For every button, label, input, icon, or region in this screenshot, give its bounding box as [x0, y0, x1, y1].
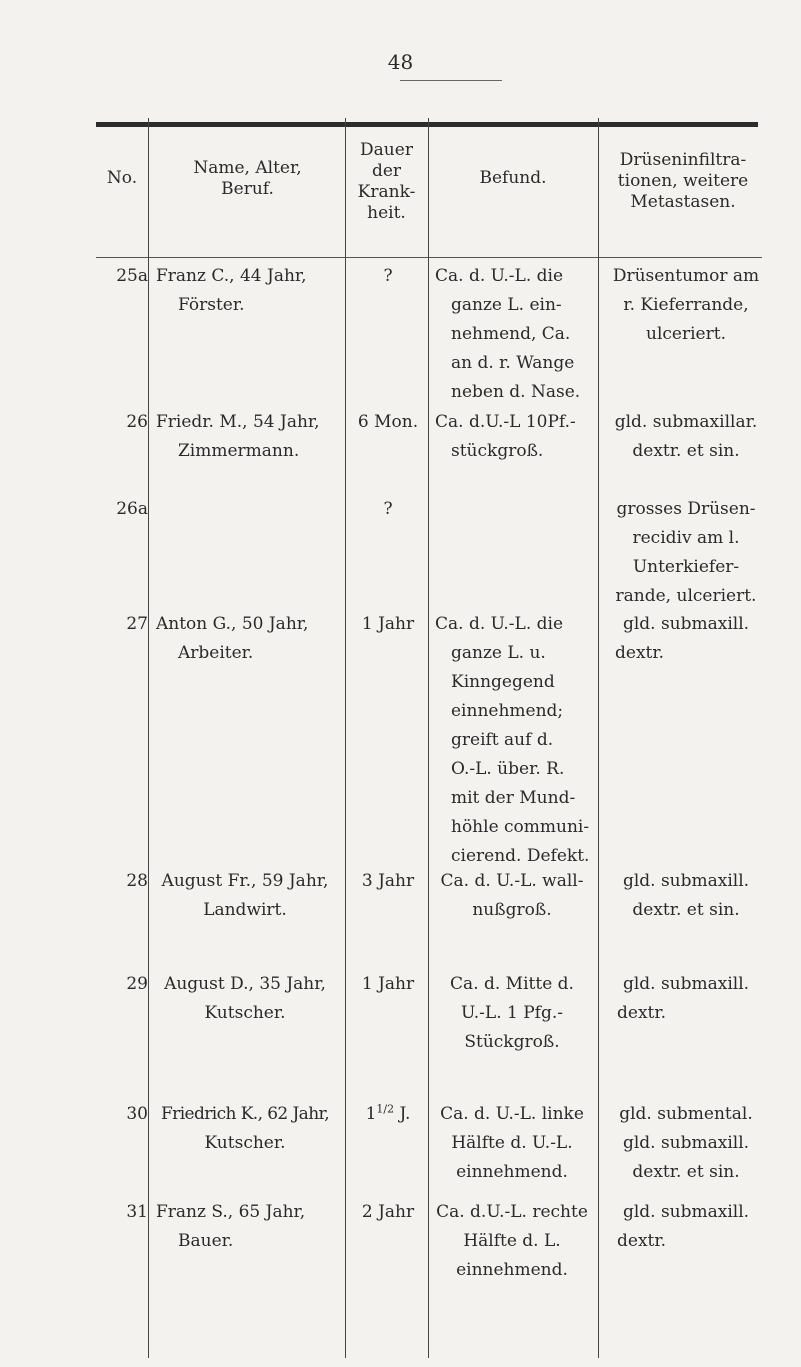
header-findings: Befund.: [479, 168, 547, 188]
gland-line: Drüsentumor am: [612, 266, 760, 286]
header-duration-line: heit.: [367, 203, 406, 223]
gland-line: gld. submaxillar.: [614, 412, 758, 432]
table-top-rule: [96, 122, 758, 127]
header-glands-line: Drüseninfiltra-: [619, 150, 747, 170]
header-duration: [345, 140, 428, 224]
duration-whole: 1: [365, 1104, 377, 1124]
gland-line: gld. submaxill.: [622, 1133, 750, 1153]
gland-line: gld. submaxill.: [622, 614, 750, 634]
occupation-line: Landwirt.: [203, 900, 287, 920]
findings-line: neben d. Nase.: [451, 382, 581, 402]
findings-line: Hälfte d. U.-L.: [451, 1133, 573, 1153]
gland-findings: [605, 408, 767, 466]
occupation-line: Arbeiter.: [178, 643, 254, 663]
header-duration-line: Krank-: [357, 182, 416, 202]
gland-line: dextr. et sin.: [632, 1162, 740, 1182]
header-glands-line: tionen, weitere: [617, 171, 749, 191]
findings-line: einnehmend;: [451, 701, 564, 721]
row-number: 27: [126, 614, 148, 634]
name-line: August Fr., 59 Jahr,: [161, 871, 329, 891]
findings-line: Ca. d. U.-L. wall-: [440, 871, 584, 891]
findings: [433, 610, 598, 871]
header-glands: [598, 150, 768, 213]
name-line: Friedrich K., 62 Jahr,: [160, 1104, 330, 1124]
gland-line: gld. submaxill.: [622, 871, 750, 891]
duration: 2 Jahr: [361, 1202, 415, 1222]
findings-line: an d. r. Wange: [451, 353, 575, 373]
findings-line: Kinngegend: [451, 672, 555, 692]
findings: [428, 867, 596, 925]
findings-line: Ca. d. U.-L. die: [435, 614, 564, 634]
name-line: Franz S., 65 Jahr,: [156, 1202, 306, 1222]
patient-name: [150, 867, 340, 925]
findings: [428, 1198, 596, 1285]
gland-line: dextr. et sin.: [632, 900, 740, 920]
row-number: 26a: [116, 499, 148, 519]
gland-line: ulceriert.: [646, 324, 726, 344]
name-line: Anton G., 50 Jahr,: [156, 614, 309, 634]
gland-findings: [605, 867, 767, 925]
duration: [348, 1100, 428, 1129]
findings-line: O.-L. über. R.: [451, 759, 565, 779]
findings-line: U.-L. 1 Pfg.-: [461, 1003, 563, 1023]
page-number-rule: [400, 80, 502, 81]
findings: [428, 1100, 596, 1187]
findings-line: Stückgroß.: [464, 1032, 560, 1052]
findings: [428, 970, 596, 1057]
name-line: Franz C., 44 Jahr,: [156, 266, 307, 286]
occupation-line: Kutscher.: [204, 1003, 286, 1023]
page-number: 48: [387, 50, 414, 74]
patient-name: [156, 1198, 341, 1256]
row-number: 25a: [116, 266, 148, 286]
header-glands-line: Metastasen.: [630, 192, 736, 212]
findings-line: mit der Mund-: [451, 788, 576, 808]
column-divider-2: [345, 118, 346, 1358]
name-line: Friedr. M., 54 Jahr,: [156, 412, 320, 432]
row-number: 29: [126, 974, 148, 994]
header-name-line: Beruf.: [221, 179, 274, 199]
findings-line: nehmend, Ca.: [451, 324, 571, 344]
findings-line: Ca. d.U.-L. rechte: [436, 1202, 588, 1222]
patient-name: [156, 408, 341, 466]
gland-findings: [605, 495, 767, 611]
findings-line: stückgroß.: [451, 441, 544, 461]
row-number: 26: [126, 412, 148, 432]
duration-fraction: 1/2: [376, 1102, 395, 1116]
duration: 1 Jahr: [361, 614, 415, 634]
findings-line: höhle communi-: [451, 817, 590, 837]
gland-line: gld. submental.: [619, 1104, 753, 1124]
row-number: 30: [126, 1104, 148, 1124]
gland-line: Unterkiefer-: [632, 557, 740, 577]
header-duration-line: der: [371, 161, 402, 181]
duration: ?: [383, 266, 393, 286]
duration: 6 Mon.: [357, 412, 419, 432]
header-duration-line: Dauer: [360, 140, 413, 160]
findings: [433, 262, 598, 407]
findings-line: cierend. Defekt.: [451, 846, 590, 866]
duration: 1 Jahr: [361, 974, 415, 994]
gland-line: recidiv am l.: [632, 528, 740, 548]
findings-line: Ca. d. U.-L. linke: [440, 1104, 584, 1124]
gland-line: rande, ulceriert.: [615, 586, 757, 606]
occupation-line: Bauer.: [178, 1231, 234, 1251]
findings-line: Ca. d. Mitte d.: [450, 974, 574, 994]
gland-findings: [605, 1100, 767, 1187]
column-divider-4: [598, 118, 599, 1358]
gland-findings: [605, 610, 767, 668]
duration: 3 Jahr: [361, 871, 415, 891]
patient-name: [156, 262, 341, 320]
header-name: [150, 158, 345, 200]
gland-findings: [605, 1198, 767, 1256]
findings-line: Hälfte d. L.: [463, 1231, 561, 1251]
gland-line: gld. submaxill.: [622, 974, 750, 994]
findings: [433, 408, 598, 466]
occupation-line: Kutscher.: [204, 1133, 286, 1153]
duration-unit: J.: [394, 1104, 411, 1124]
name-line: August D., 35 Jahr,: [164, 974, 326, 994]
findings-line: Ca. d. U.-L. die: [435, 266, 564, 286]
patient-name: [150, 970, 340, 1028]
gland-line: grosses Drüsen-: [616, 499, 756, 519]
findings-line: nußgroß.: [472, 900, 552, 920]
row-number: 31: [126, 1202, 148, 1222]
findings-line: greift auf d.: [451, 730, 554, 750]
gland-findings: [605, 262, 767, 349]
column-divider-1: [148, 118, 149, 1358]
findings-line: einnehmend.: [456, 1162, 568, 1182]
findings-line: ganze L. u.: [451, 643, 546, 663]
gland-line: r. Kieferrande,: [623, 295, 749, 315]
table-header-rule: [96, 257, 762, 258]
gland-line: dextr.: [617, 1003, 667, 1023]
patient-name: [156, 610, 341, 668]
gland-line: dextr.: [615, 643, 665, 663]
occupation-line: Förster.: [178, 295, 245, 315]
findings-line: ganze L. ein-: [451, 295, 562, 315]
header-name-line: Name, Alter,: [193, 158, 302, 178]
occupation-line: Zimmermann.: [178, 441, 300, 461]
gland-line: dextr.: [617, 1231, 667, 1251]
gland-line: gld. submaxill.: [622, 1202, 750, 1222]
duration: ?: [383, 499, 393, 519]
findings-line: Ca. d.U.-L 10Pf.-: [435, 412, 576, 432]
row-number: 28: [126, 871, 148, 891]
patient-name: [150, 1100, 340, 1158]
findings-line: einnehmend.: [456, 1260, 568, 1280]
gland-findings: [605, 970, 767, 1028]
gland-line: dextr. et sin.: [632, 441, 740, 461]
header-no: No.: [106, 168, 138, 188]
